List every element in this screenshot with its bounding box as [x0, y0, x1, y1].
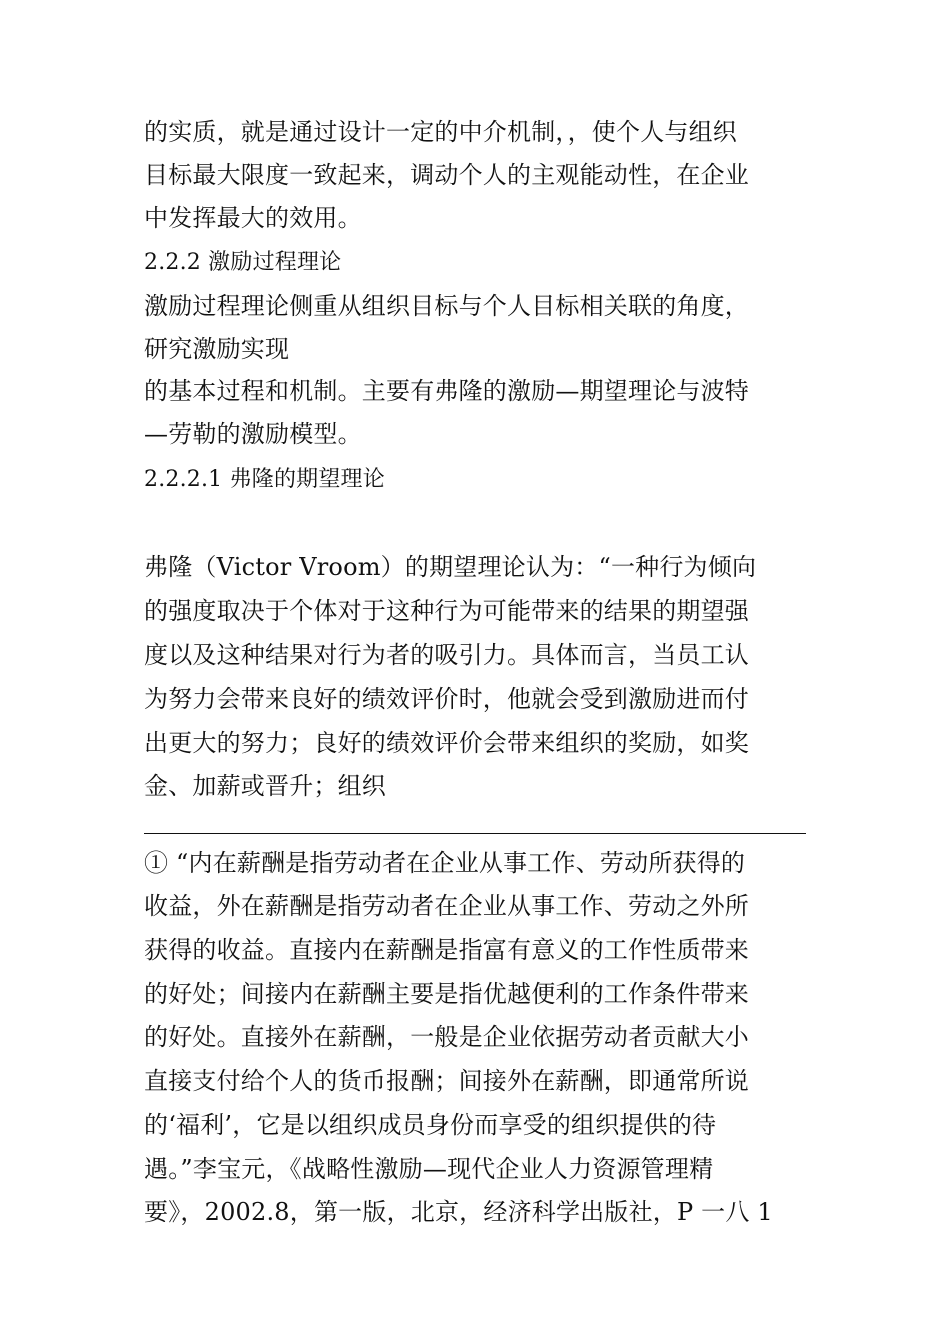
body-line-3: 中发挥最大的效用。	[144, 204, 362, 232]
body-line-10: 度以及这种结果对行为者的吸引力。具体而言，当员工认	[144, 641, 749, 669]
body-line-6: 的基本过程和机制。主要有弗隆的激励—期望理论与波特	[144, 377, 749, 405]
body-line-9: 的强度取决于个体对于这种行为可能带来的结果的期望强	[144, 597, 749, 625]
footnote-line-4: 的好处；间接内在薪酬主要是指优越便利的工作条件带来	[144, 980, 749, 1008]
body-line-5: 研究激励实现	[144, 335, 290, 363]
section-heading-2-2-2-1: 2.2.2.1 弗隆的期望理论	[144, 467, 385, 492]
body-line-12: 出更大的努力；良好的绩效评价会带来组织的奖励，如奖	[144, 729, 749, 757]
footnote-line-1: ① “内在薪酬是指劳动者在企业从事工作、劳动所获得的	[144, 849, 746, 877]
body-line-13: 金、加薪或晋升；组织	[144, 772, 386, 800]
footnote-line-6: 直接支付给个人的货币报酬；间接外在薪酬，即通常所说	[144, 1067, 749, 1095]
footnote-line-8: 遇。”李宝元，《战略性激励—现代企业人力资源管理精	[144, 1155, 714, 1183]
footnote-line-2: 收益，外在薪酬是指劳动者在企业从事工作、劳动之外所	[144, 892, 749, 920]
footnote-line-7: 的‘福利’，它是以组织成员身份而享受的组织提供的待	[144, 1111, 717, 1139]
section-heading-2-2-2: 2.2.2 激励过程理论	[144, 250, 342, 275]
body-line-11: 为努力会带来良好的绩效评价时，他就会受到激励进而付	[144, 685, 749, 713]
body-line-1: 的实质，就是通过设计一定的中介机制，，使个人与组织	[144, 118, 737, 146]
footnote-line-9: 要》，2002.8，第一版，北京，经济科学出版社，P 一八 1	[144, 1198, 773, 1226]
body-line-4: 激励过程理论侧重从组织目标与个人目标相关联的角度，	[144, 292, 749, 320]
footnote-separator	[144, 833, 806, 834]
footnote-line-3: 获得的收益。直接内在薪酬是指富有意义的工作性质带来	[144, 936, 749, 964]
body-line-7: —劳勒的激励模型。	[144, 420, 362, 448]
footnote-line-5: 的好处。直接外在薪酬，一般是企业依据劳动者贡献大小	[144, 1023, 749, 1051]
body-line-2: 目标最大限度一致起来，调动个人的主观能动性，在企业	[144, 161, 749, 189]
body-line-8: 弗隆（Victor Vroom）的期望理论认为：“一种行为倾向	[144, 553, 757, 581]
